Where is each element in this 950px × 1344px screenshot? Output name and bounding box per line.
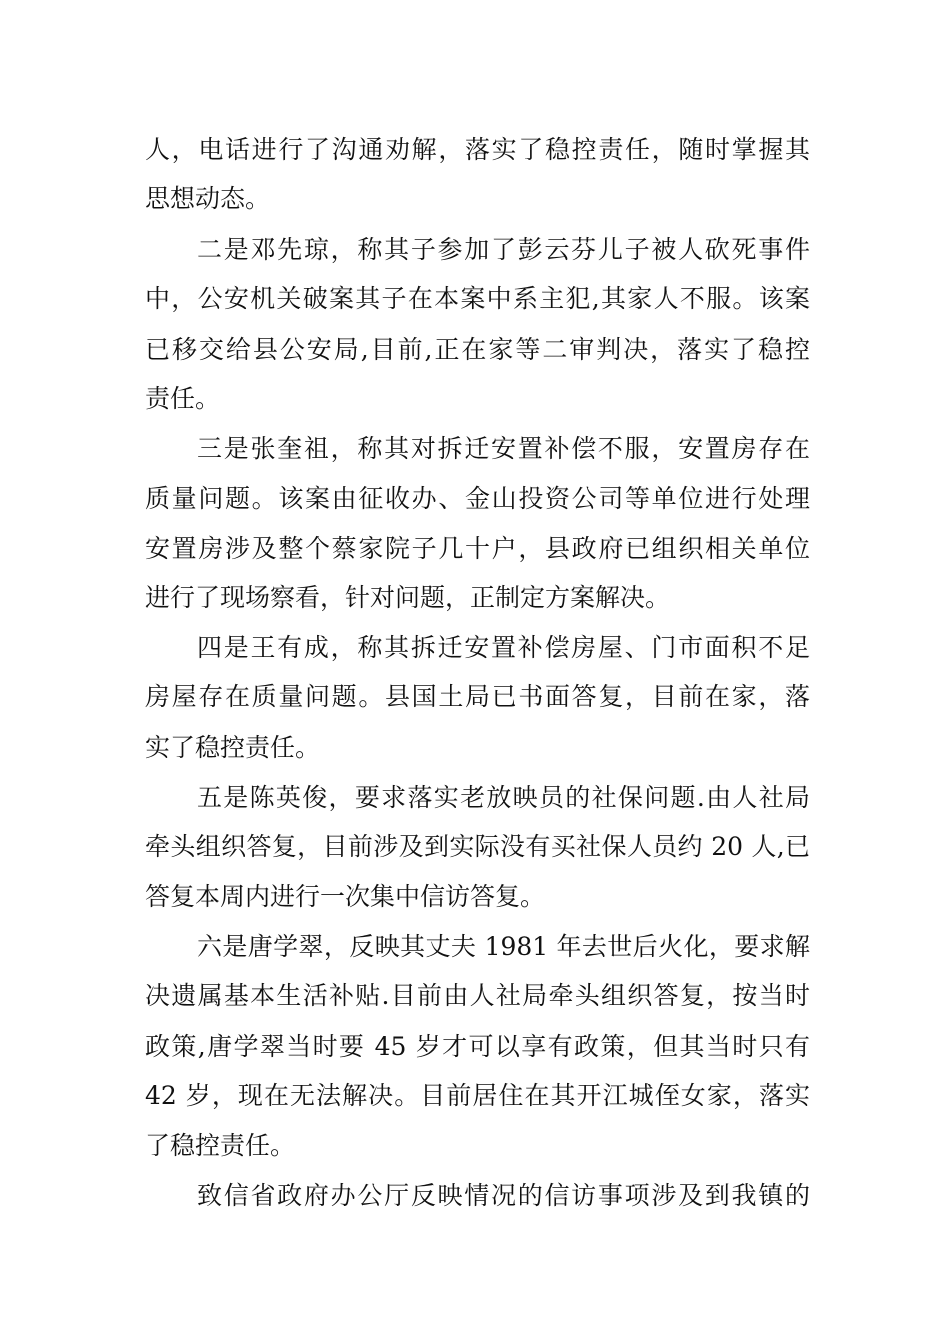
text-line: 思想动态。: [145, 184, 271, 213]
text-line: 牵头组织答复，目前涉及到实际没有买社保人员约 20 人,已: [145, 832, 810, 861]
text-line: 决遗属基本生活补贴.目前由人社局牵头组织答复，按当时: [145, 981, 810, 1010]
text-line: 已移交给县公安局,目前,正在家等二审判决，落实了稳控: [145, 335, 810, 364]
text-line: 致信省政府办公厅反映情况的信访事项涉及到我镇的: [197, 1181, 810, 1210]
text-line: 答复本周内进行一次集中信访答复。: [145, 882, 546, 911]
text-line: 质量问题。该案由征收办、金山投资公司等单位进行处理: [145, 484, 810, 513]
text-line: 责任。: [145, 384, 221, 413]
text-line: 二是邓先琼，称其子参加了彭云芬儿子被人砍死事件: [197, 235, 810, 264]
text-line: 四是王有成，称其拆迁安置补偿房屋、门市面积不足: [197, 633, 810, 662]
text-line: 进行了现场察看，针对问题，正制定方案解决。: [145, 583, 671, 612]
text-line: 人，电话进行了沟通劝解，落实了稳控责任，随时掌握其: [145, 135, 810, 164]
text-line: 五是陈英俊，要求落实老放映员的社保问题.由人社局: [197, 783, 810, 812]
text-line: 政策,唐学翠当时要 45 岁才可以享有政策，但其当时只有: [145, 1032, 810, 1061]
text-line: 42 岁，现在无法解决。目前居住在其开江城侄女家，落实: [145, 1081, 810, 1110]
text-line: 三是张奎祖，称其对拆迁安置补偿不服，安置房存在: [197, 434, 810, 463]
text-line: 房屋存在质量问题。县国土局已书面答复，目前在家，落: [145, 682, 810, 711]
text-line: 中，公安机关破案其子在本案中系主犯,其家人不服。该案: [145, 284, 810, 313]
text-line: 六是唐学翠，反映其丈夫 1981 年去世后火化，要求解: [197, 932, 810, 961]
text-line: 实了稳控责任。: [145, 733, 321, 762]
text-line: 了稳控责任。: [145, 1131, 296, 1160]
text-line: 安置房涉及整个蔡家院子几十户，县政府已组织相关单位: [145, 534, 810, 563]
